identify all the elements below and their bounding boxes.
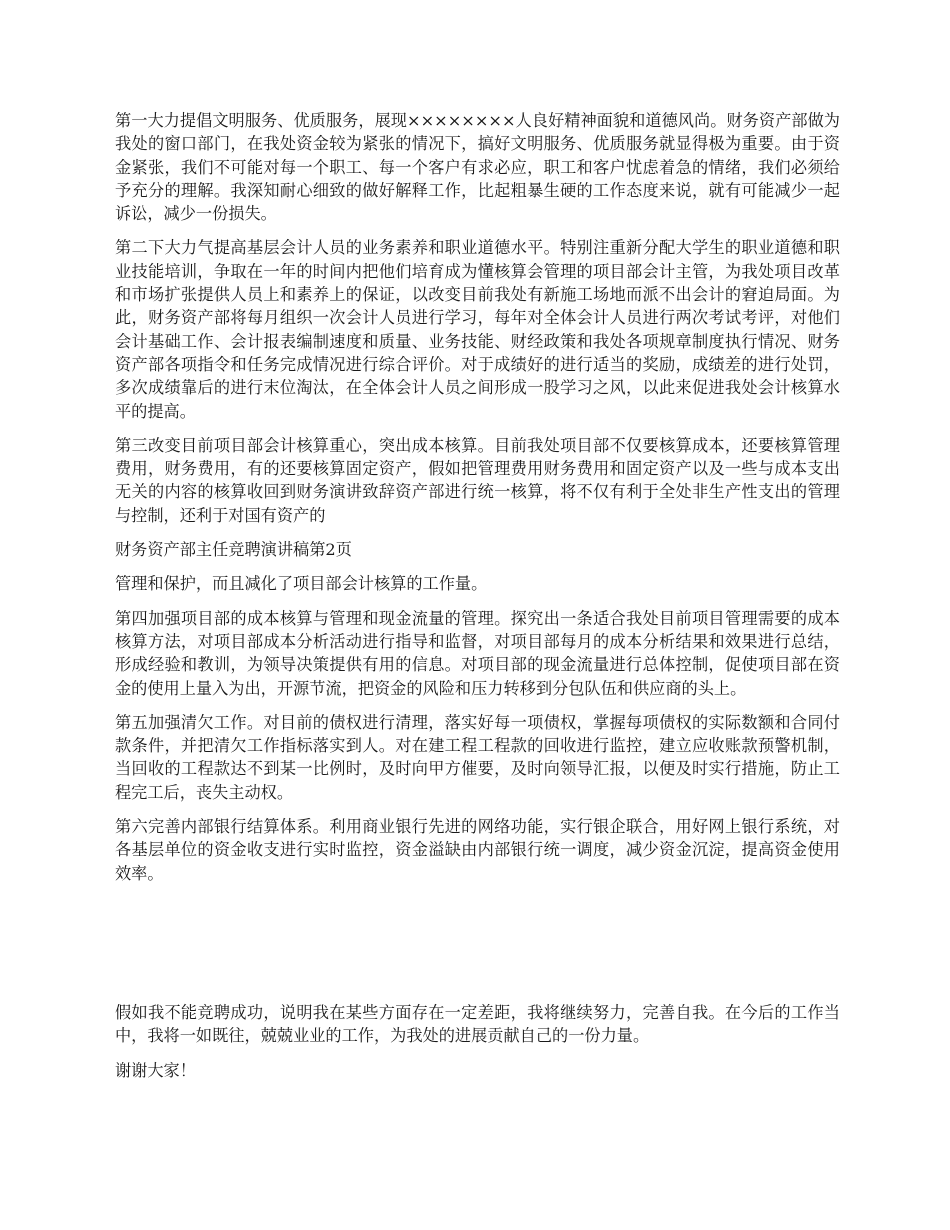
- paragraph-sixth-internal-bank: 第六完善内部银行结算体系。利用商业银行先进的网络功能，实行银企联合，用好网上银行系统，对各基层单位的资金收支进行实时监控，资金溢缺由内部银行统一调度，减少资金沉淀，提高资金使用效率。: [115, 817, 840, 883]
- paragraph-continuation: 管理和保护，而且减化了项目部会计核算的工作量。: [115, 574, 488, 594]
- page-header-text: 财务资产部主任竞聘演讲稿第2页: [115, 540, 352, 560]
- paragraph-first-service: 第一大力提倡文明服务、优质服务，展现××××××××人良好精神面貌和道德风尚。财务资产部做为我处的窗口部门，在我处资金较为紧张的情况下，搞好文明服务、优质服务就显得极为重要。由于资金紧张，我们不可能对每一个职工、每一个客户有求必应，职工和客户忧虑着急的情绪，我们必须给予充分的理解。我深知耐心细致的做好解释工作，比起粗暴生硬的工作态度来说，就有可能减少一起诉讼，减少一份损失。: [115, 111, 840, 224]
- document-body: [115, 109, 840, 1093]
- paragraph-closing: 假如我不能竞聘成功，说明我在某些方面存在一定差距，我将继续努力，完善自我。在今后的工作当中，我将一如既往，兢兢业业的工作，为我处的进展贡献自己的一份力量。: [115, 1002, 840, 1046]
- blank-gap: [115, 896, 840, 1001]
- paragraph-second-training: 第二下大力气提高基层会计人员的业务素养和职业道德水平。特别注重新分配大学生的职业道德和职业技能培训，争取在一年的时间内把他们培育成为懂核算会管理的项目部会计主管，为我处项目改革和市场扩张提供人员上和素养上的保证，以改变目前我处有新施工场地而派不出会计的窘迫局面。为此，财务资产部将每月组织一次会计人员进行学习，每年对全体会计人员进行两次考试考评，对他们会计基础工作、会计报表编制速度和质量、业务技能、财经政策和我处各项规章制度执行情况、财务资产部各项指令和任务完成情况进行综合评价。对于成绩好的进行适当的奖励，成绩差的进行处罚，多次成绩靠后的进行末位淘汰，在全体会计人员之间形成一股学习之风，以此来促进我处会计核算水平的提高。: [115, 238, 840, 421]
- paragraph-third-cost-accounting: 第三改变目前项目部会计核算重心，突出成本核算。目前我处项目部不仅要核算成本，还要核算管理费用，财务费用，有的还要核算固定资产，假如把管理费用财务费用和固定资产以及一些与成本支出无关的内容的核算收回到财务演讲致辞资产部进行统一核算，将不仅有利于全处非生产性支出的管理与控制，还利于对国有资产的: [115, 435, 840, 525]
- paragraph-fifth-debt-collection: 第五加强清欠工作。对目前的债权进行清理，落实好每一项债权，掌握每项债权的实际数额和合同付款条件，并把清欠工作指标落实到人。对在建工程工程款的回收进行监控，建立应收账款预警机制，当回收的工程款达不到某一比例时，及时向甲方催要，及时向领导汇报，以便及时实行措施，防止工程完工后，丧失主动权。: [115, 712, 840, 802]
- paragraph-fourth-cash-flow: 第四加强项目部的成本核算与管理和现金流量的管理。探究出一条适合我处目前项目管理需要的成本核算方法，对项目部成本分析活动进行指导和监督，对项目部每月的成本分析结果和效果进行总结，形成经验和教训，为领导决策提供有用的信息。对项目部的现金流量进行总体控制，促使项目部在资金的使用上量入为出，开源节流，把资金的风险和压力转移到分包队伍和供应商的头上。: [115, 608, 840, 698]
- paragraph-thanks: 谢谢大家！: [115, 1060, 196, 1080]
